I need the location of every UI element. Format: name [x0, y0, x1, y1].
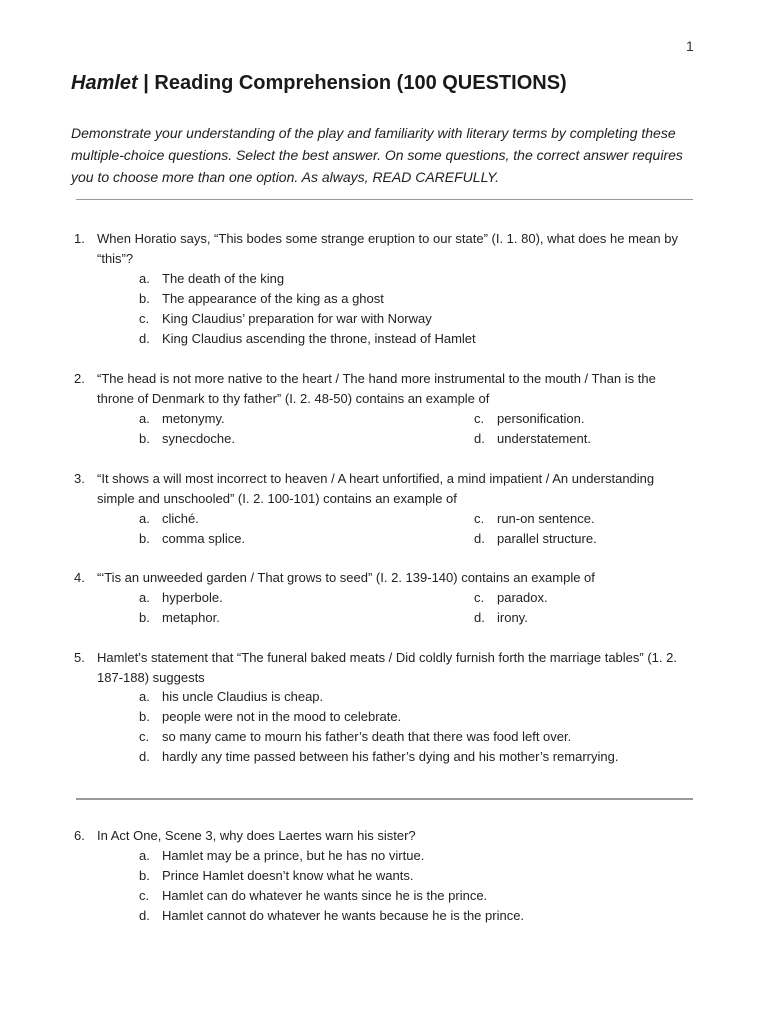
option-text: so many came to mourn his father’s death that there was food left over. — [162, 729, 572, 744]
option-letter: d. — [139, 749, 150, 764]
option-letter: a. — [139, 689, 150, 704]
option-letter: d. — [139, 908, 150, 923]
divider-section — [76, 798, 693, 800]
option-letter: c. — [139, 729, 150, 744]
option-text: comma splice. — [162, 531, 246, 546]
option-letter: c. — [474, 511, 485, 526]
option-text: The death of the king — [162, 271, 285, 286]
question-text: Hamlet’s statement that “The funeral baked meats / Did coldly furnish forth the marriage tables” (1. 2. 187-188) suggests — [97, 650, 677, 685]
instructions: Demonstrate your understanding of the play and familiarity with literary terms by completing these multiple-choice questions. Select the best answer. On some questions, the correct answer requires you to choose more than one option. As always, READ CAREFULLY. — [71, 125, 683, 185]
option-text: hyperbole. — [162, 590, 223, 605]
option-text: Hamlet may be a prince, but he has no virtue. — [162, 848, 425, 863]
option-text: metonymy. — [162, 411, 225, 426]
question-text: In Act One, Scene 3, why does Laertes warn his sister? — [97, 828, 416, 843]
option-text: hardly any time passed between his father’s dying and his mother’s remarrying. — [162, 749, 619, 764]
title-play-name: Hamlet — [71, 72, 138, 94]
option-text: King Claudius’ preparation for war with Norway — [162, 311, 432, 326]
option-text: King Claudius ascending the throne, instead of Hamlet — [162, 331, 476, 346]
option-letter: a. — [139, 271, 150, 286]
question-text: “The head is not more native to the heart / The hand more instrumental to the mouth / Than is the throne of Denmark to thy father” (I. 2. 48-50) contains an example of — [97, 371, 656, 406]
option-text: Hamlet cannot do whatever he wants because he is the prince. — [162, 908, 525, 923]
option-letter: d. — [474, 431, 485, 446]
question-text: “‘Tis an unweeded garden / That grows to seed” (I. 2. 139-140) contains an example of — [97, 570, 595, 585]
option-letter: c. — [474, 411, 485, 426]
option-letter: b. — [139, 709, 150, 724]
option-text: synecdoche. — [162, 431, 235, 446]
question-number: 5. — [74, 650, 85, 665]
option-letter: d. — [474, 531, 485, 546]
option-letter: c. — [474, 590, 485, 605]
option-letter: c. — [139, 888, 150, 903]
question-text: “It shows a will most incorrect to heaven / A heart unfortified, a mind impatient / An understanding simple and unschooled” (I. 2. 100-101) contains an example of — [97, 471, 655, 506]
option-letter: a. — [139, 411, 150, 426]
option-letter: b. — [139, 291, 150, 306]
option-text: paradox. — [497, 590, 548, 605]
option-text: irony. — [497, 610, 528, 625]
page-number: 1 — [686, 38, 694, 54]
divider-top — [76, 199, 693, 200]
question-text: When Horatio says, “This bodes some strange eruption to our state” (I. 1. 80), what does he mean by “this”? — [97, 231, 678, 266]
question-number: 4. — [74, 570, 85, 585]
option-letter: c. — [139, 311, 150, 326]
option-text: Hamlet can do whatever he wants since he is the prince. — [162, 888, 488, 903]
option-text: Prince Hamlet doesn’t know what he wants. — [162, 868, 414, 883]
option-letter: a. — [139, 848, 150, 863]
option-text: his uncle Claudius is cheap. — [162, 689, 324, 704]
option-letter: a. — [139, 590, 150, 605]
option-letter: d. — [139, 331, 150, 346]
option-letter: b. — [139, 610, 150, 625]
option-letter: b. — [139, 431, 150, 446]
page-title — [71, 72, 711, 95]
option-letter: d. — [474, 610, 485, 625]
question-number: 6. — [74, 828, 85, 843]
option-text: personification. — [497, 411, 585, 426]
option-text: run-on sentence. — [497, 511, 595, 526]
option-text: understatement. — [497, 431, 591, 446]
option-text: metaphor. — [162, 610, 220, 625]
option-text: people were not in the mood to celebrate. — [162, 709, 402, 724]
title-subtitle: | Reading Comprehension (100 QUESTIONS) — [137, 72, 567, 94]
option-letter: b. — [139, 868, 150, 883]
option-text: parallel structure. — [497, 531, 597, 546]
option-letter: a. — [139, 511, 150, 526]
question-number: 3. — [74, 471, 85, 486]
question-number: 2. — [74, 371, 85, 386]
option-text: cliché. — [162, 511, 199, 526]
option-text: The appearance of the king as a ghost — [162, 291, 384, 306]
option-letter: b. — [139, 531, 150, 546]
question-number: 1. — [74, 231, 85, 246]
